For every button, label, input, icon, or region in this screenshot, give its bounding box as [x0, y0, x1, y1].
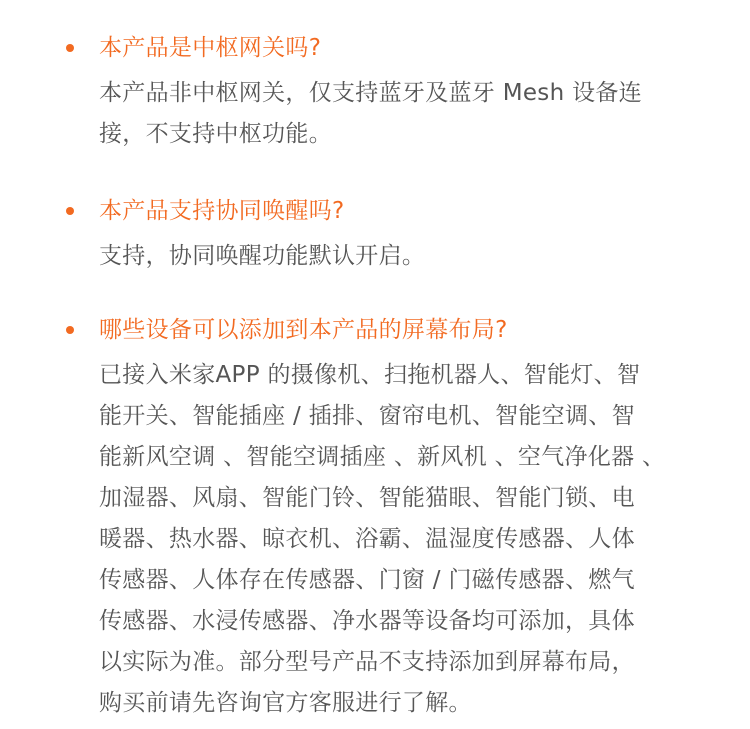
- bullet-icon: [66, 44, 74, 52]
- faq-answer: [99, 236, 679, 277]
- faq-question: 哪些设备可以添加到本产品的屏幕布局?: [99, 317, 508, 343]
- bullet-icon: [66, 326, 74, 334]
- bullet-icon: [66, 207, 74, 215]
- answer-line: 支持，协同唤醒功能默认开启。: [99, 243, 426, 269]
- answer-line: 本产品非中枢网关，仅支持蓝牙及蓝牙 Mesh 设备连: [99, 80, 642, 106]
- answer-line: 接，不支持中枢功能。: [99, 121, 332, 147]
- answer-line: 加湿器、风扇、智能门铃、智能猫眼、智能门锁、电: [99, 485, 635, 511]
- answer-line: 传感器、人体存在传感器、门窗 / 门磁传感器、燃气: [99, 567, 635, 593]
- answer-line: 购买前请先咨询官方客服进行了解。: [99, 690, 472, 716]
- answer-line: 暖器、热水器、晾衣机、浴霸、温湿度传感器、人体: [99, 526, 635, 552]
- answer-line: 以实际为准。部分型号产品不支持添加到屏幕布局，: [99, 649, 635, 675]
- answer-line: 传感器、水浸传感器、净水器等设备均可添加，具体: [99, 608, 635, 634]
- faq-answer: [99, 355, 679, 724]
- answer-line: 能开关、智能插座 / 插排、窗帘电机、智能空调、智: [99, 403, 635, 429]
- faq-answer: [99, 73, 679, 155]
- faq-question: 本产品是中枢网关吗?: [99, 35, 322, 61]
- faq-question: 本产品支持协同唤醒吗?: [99, 198, 345, 224]
- answer-line: 已接入米家APP 的摄像机、扫拖机器人、智能灯、智: [99, 362, 641, 388]
- answer-line: 能新风空调 、智能空调插座 、新风机 、空气净化器 、: [99, 444, 666, 470]
